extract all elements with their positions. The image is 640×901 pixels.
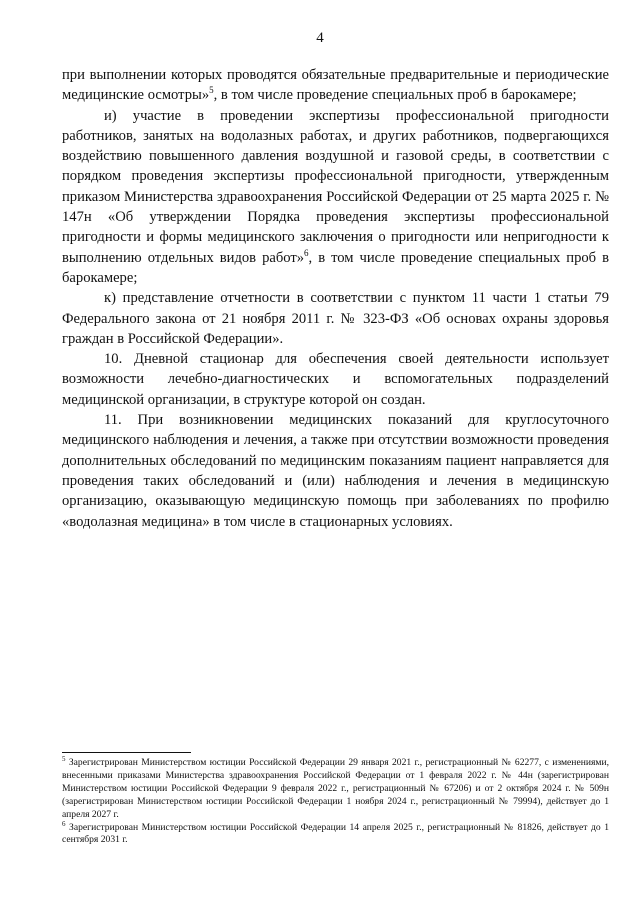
footnote-text: Зарегистрирован Министерством юстиции Российской Федерации 14 апреля 2025 г., регистрационный № 81826, действует до 1 сентября 2031 г.	[62, 821, 609, 846]
footnote-marker: 6	[62, 819, 66, 828]
footnote-5	[62, 754, 609, 822]
page-number: 4	[316, 30, 324, 46]
paragraph-text: при выполнении которых проводятся обязательные предварительные и периодические медицинские осмотры»	[62, 67, 609, 104]
footnote-reference: 6	[304, 247, 309, 258]
paragraph-item-k: к) представление отчетности в соответствии с пунктом 11 части 1 статьи 79 Федерального закона от 21 ноября 2011 г. № 323-ФЗ «Об основах охраны здоровья граждан в Российской Федерации».	[62, 290, 609, 347]
paragraph-11: 11. При возникновении медицинских показаний для круглосуточного медицинского наблюдения и лечения, а также при отсутствии возможности проведения дополнительных обследований по медицинским показаниям пациент направляется для проведения таких обследований и (или) наблюдения и лечения в медицинскую организацию, оказывающую медицинскую помощь при заболеваниях по профилю «водолазная медицина» в том числе в стационарных условиях.	[62, 412, 609, 530]
paragraph-text: , в том числе проведение специальных проб в барокамере;	[62, 249, 609, 286]
paragraph-10: 10. Дневной стационар для обеспечения своей деятельности использует возможности лечебно-диагностических и вспомогательных подразделений медицинской организации, в структуре которой он создан.	[62, 351, 609, 408]
paragraph-text: , в том числе проведение специальных проб в барокамере;	[213, 87, 577, 104]
footnote-6	[62, 819, 609, 848]
paragraph-item-i	[62, 106, 609, 289]
footnote-reference: 5	[209, 85, 214, 96]
footnote-marker: 5	[62, 754, 66, 763]
footnote-text: Зарегистрирован Министерством юстиции Российской Федерации 29 января 2021 г., регистрационный № 62277, с изменениями, внесенными приказами Министерства здравоохранения Российской Федерации от 1 февраля 2022 г. № 44н (зарегистрирован Министерством юстиции Российской Федерации 9 февраля 2022 г., регистрационный № 67206) и от 2 октября 2024 г. № 509н (зарегистрирован Министерством юстиции Российской Федерации 1 ноября 2024 г., регистрационный № 79994), действует до 1 апреля 2027 г.	[62, 757, 609, 820]
paragraph-continuation	[62, 65, 609, 106]
footnote-divider	[62, 752, 191, 753]
footnotes	[62, 754, 609, 847]
paragraph-text: и) участие в проведении экспертизы профессиональной пригодности работников, занятых на водолазных работах, и других работников, подвергающихся воздействию повышенного давления воздушной и газовой среды, в соответствии с порядком проведения экспертизы профессиональной пригодности, утвержденным приказом Министерства здравоохранения Российской Федерации от 25 марта 2025 г. № 147н «Об утверждении Порядка проведения экспертизы профессиональной пригодности и формы медицинского заключения о пригодности или непригодности к выполнению отдельных видов работ»	[62, 107, 609, 266]
body-text	[62, 65, 609, 532]
